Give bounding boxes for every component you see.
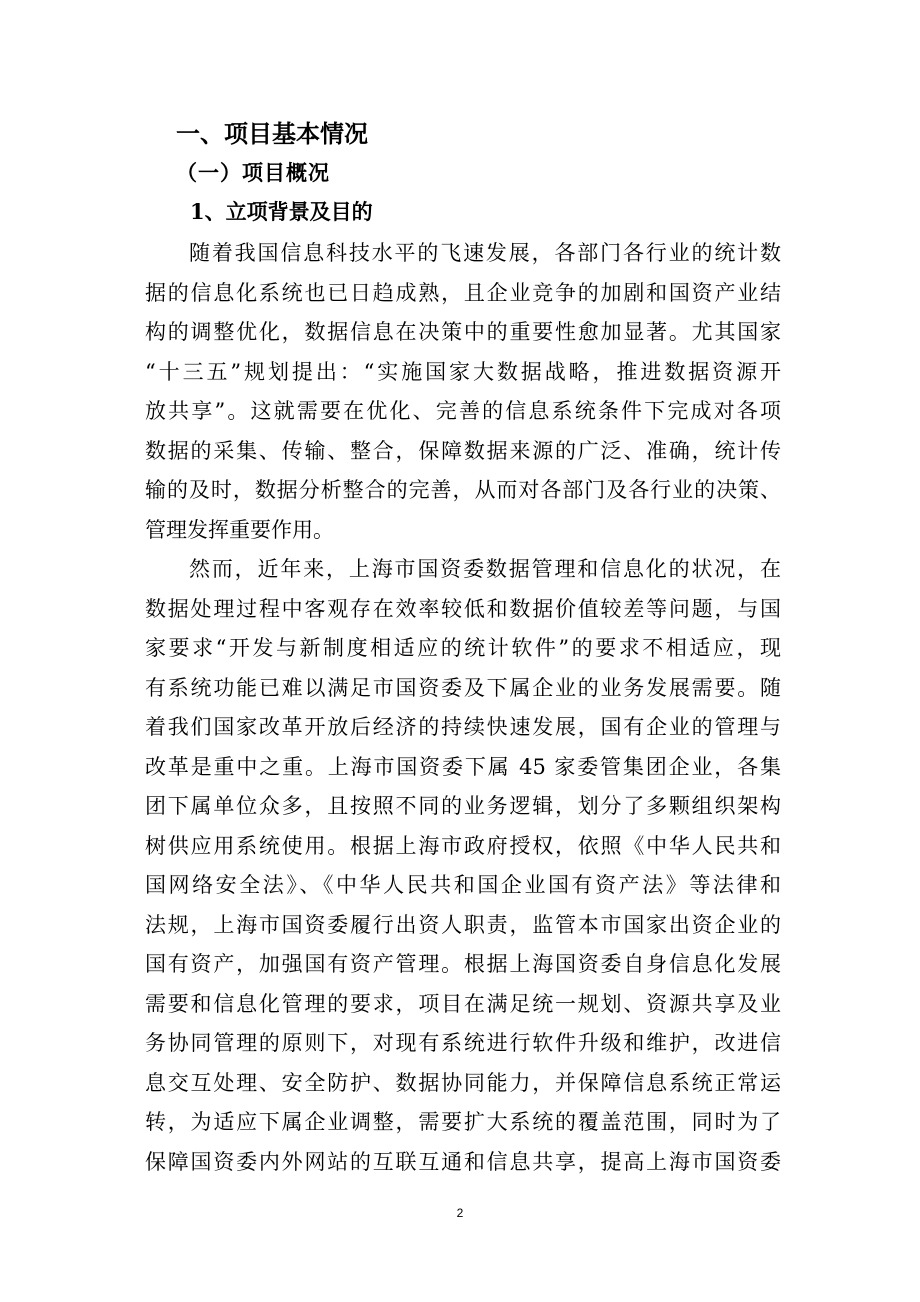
paragraph-2-line: 国有资产，加强国有资产管理。根据上海国资委自身信息化发展 <box>145 952 781 976</box>
paragraph-2-line: 需要和信息化管理的要求，项目在满足统一规划、资源共享及业 <box>145 991 781 1016</box>
paragraph-1-line: 管理发挥重要作用。 <box>145 517 334 542</box>
paragraph-2-line: 然而，近年来，上海市国资委数据管理和信息化的状况，在 <box>189 557 781 581</box>
paragraph-2-line: 法规，上海市国资委履行出资人职责，监管本市国家出资企业的 <box>145 912 781 937</box>
paragraph-2-line: 有系统功能已难以满足市国资委及下属企业的业务发展需要。随 <box>145 675 781 700</box>
paragraph-1-line: 放共享”。这就需要在优化、完善的信息系统条件下完成对各项 <box>145 399 781 423</box>
paragraph-1-line: 输的及时，数据分析整合的完善，从而对各部门及各行业的决策、 <box>145 478 781 502</box>
paragraph-2-line: 树供应用系统使用。根据上海市政府授权，依照《中华人民共和 <box>145 833 781 858</box>
paragraph-1-line: 数据的采集、传输、整合，保障数据来源的广泛、准确，统计传 <box>145 438 781 463</box>
paragraph-2-line: 国网络安全法》、《中华人民共和国企业国有资产法》等法律和 <box>145 873 781 897</box>
page-number: 2 <box>456 1206 464 1220</box>
paragraph-2-line: 息交互处理、安全防护、数据协同能力，并保障信息系统正常运 <box>145 1070 781 1095</box>
paragraph-1-line: “十三五”规划提出：“实施国家大数据战略，推进数据资源开 <box>145 359 781 384</box>
paragraph-2-line: 改革是重中之重。上海市国资委下属 45 家委管集团企业，各集 <box>145 754 781 779</box>
paragraph-2-line: 数据处理过程中客观存在效率较低和数据价值较差等问题，与国 <box>145 596 781 621</box>
section-heading: 一、项目基本情况 <box>176 120 368 148</box>
paragraph-2-line: 着我们国家改革开放后经济的持续快速发展，国有企业的管理与 <box>145 715 781 739</box>
paragraph-2-line: 团下属单位众多，且按照不同的业务逻辑，划分了多颗组织架构 <box>145 794 781 818</box>
paragraph-1-line: 据的信息化系统也已日趋成熟，且企业竞争的加剧和国资产业结 <box>145 280 781 305</box>
paragraph-2-line: 转，为适应下属企业调整，需要扩大系统的覆盖范围，同时为了 <box>145 1110 781 1134</box>
paragraph-1-line: 构的调整优化，数据信息在决策中的重要性愈加显著。尤其国家 <box>145 320 781 344</box>
body-text <box>145 234 781 1182</box>
paragraph-2-line: 家要求“开发与新制度相适应的统计软件”的要求不相适应，现 <box>145 636 781 660</box>
subsection-heading: （一）项目概况 <box>176 161 330 185</box>
topic-heading: 1、立项背景及目的 <box>190 199 373 224</box>
paragraph-2-line: 务协同管理的原则下，对现有系统进行软件升级和维护，改进信 <box>145 1031 781 1055</box>
paragraph-1-line: 随着我国信息科技水平的飞速发展，各部门各行业的统计数 <box>189 241 781 265</box>
paragraph-2-line: 保障国资委内外网站的互联互通和信息共享，提高上海市国资委 <box>145 1149 781 1174</box>
